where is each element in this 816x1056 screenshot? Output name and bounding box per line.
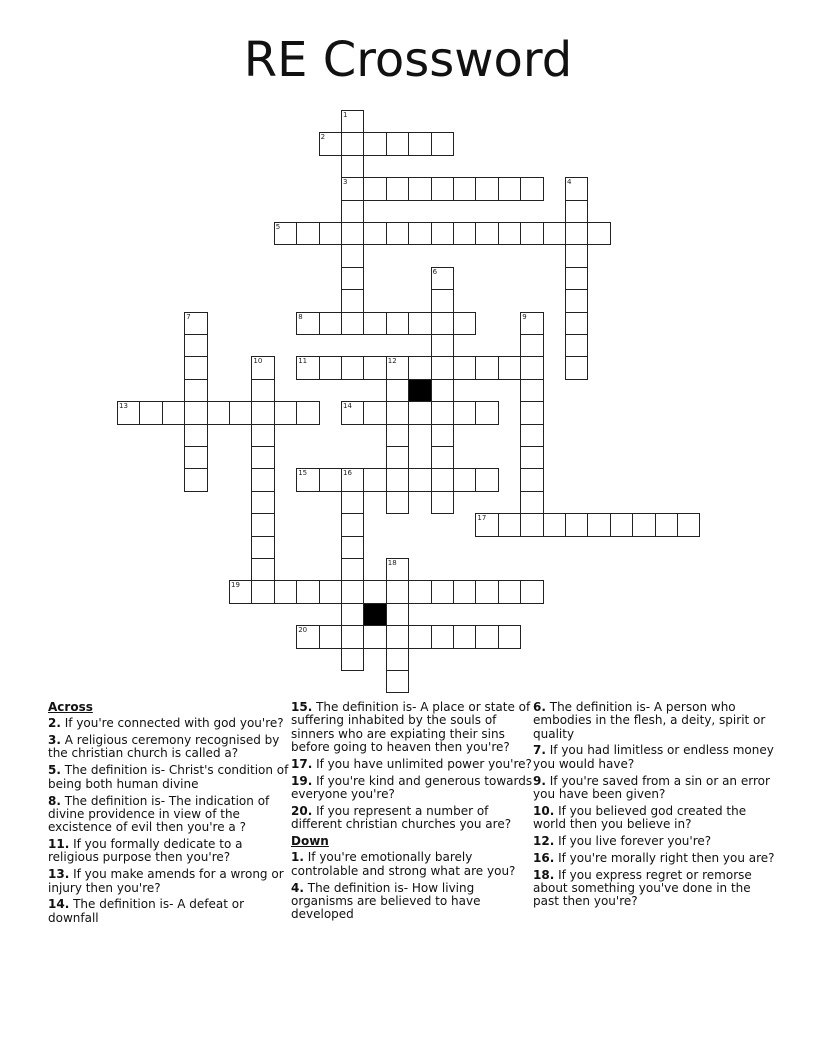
clue-number: 7. [533,743,546,758]
grid-cell[interactable] [498,580,521,603]
grid-cell[interactable] [296,625,319,648]
grid-cell[interactable] [139,401,162,424]
grid-cell[interactable] [431,401,454,424]
grid-cell[interactable] [498,177,521,200]
grid-cell[interactable] [408,132,431,155]
grid-cell[interactable] [319,468,342,491]
grid-cell[interactable] [520,312,543,335]
cell-number: 2 [320,133,326,142]
grid-cell[interactable] [341,222,364,245]
grid-cell[interactable] [251,580,274,603]
clue-down-6 [533,701,778,741]
grid-cell[interactable] [520,446,543,469]
clue-number: 15. [291,700,313,714]
grid-cell[interactable] [431,625,454,648]
grid-cell[interactable] [341,648,364,671]
grid-cell[interactable] [363,580,386,603]
clue-across-17 [291,758,536,771]
grid-cell[interactable] [408,580,431,603]
grid-cell[interactable] [363,625,386,648]
grid-cell[interactable] [341,513,364,536]
clue-down-9 [533,775,778,802]
grid-cell[interactable] [453,312,476,335]
grid-cell[interactable] [498,513,521,536]
grid-cell[interactable] [386,625,409,648]
grid-cell[interactable] [475,513,498,536]
clues-column-2 [291,701,536,925]
grid-cell[interactable] [565,334,588,357]
clue-across-8 [48,795,293,835]
grid-cell[interactable] [386,222,409,245]
grid-cell[interactable] [341,312,364,335]
grid-cell[interactable] [431,424,454,447]
grid-cell[interactable] [565,244,588,267]
grid-cell[interactable] [386,312,409,335]
cell-number: 8 [298,312,303,321]
grid-cell[interactable] [251,424,274,447]
clue-number: 12. [533,834,555,849]
clue-text: If you're kind and generous towards everyone you're? [291,773,533,801]
grid-cell[interactable] [274,222,297,245]
grid-cell[interactable] [565,177,588,200]
clue-down-7 [533,744,778,771]
grid-cell[interactable] [341,356,364,379]
grid-cell[interactable] [251,536,274,559]
grid-cell[interactable] [296,222,319,245]
clue-text: If you express regret or remorse about something you've done in the past then you're? [533,867,752,909]
grid-cell[interactable] [520,356,543,379]
grid-cell[interactable] [386,558,409,581]
grid-cell[interactable] [184,312,207,335]
grid-cell[interactable] [296,312,319,335]
grid-cell[interactable] [431,580,454,603]
cell-number: 5 [275,223,281,231]
grid-cell[interactable] [184,446,207,469]
clue-text: The definition is- A defeat or downfall [48,897,245,925]
grid-cell[interactable] [565,267,588,290]
grid-cell[interactable] [184,401,207,424]
grid-cell[interactable] [363,401,386,424]
grid-cell[interactable] [408,177,431,200]
grid-cell[interactable] [319,356,342,379]
clue-number: 16. [533,850,555,865]
clue-number: 8. [48,793,61,808]
grid-cell[interactable] [207,401,230,424]
clue-text: If you live forever you're? [558,834,712,849]
clue-number: 1. [291,850,304,865]
grid-cell[interactable] [475,356,498,379]
grid-cell[interactable] [677,513,700,536]
grid-cell[interactable] [251,468,274,491]
clue-across-15 [291,701,536,754]
cell-number: 15 [298,469,308,478]
clue-number: 6. [533,700,546,714]
grid-cell[interactable] [341,468,364,491]
page-title: RE Crossword [243,32,573,88]
grid-cell[interactable] [386,446,409,469]
grid-cell[interactable] [319,625,342,648]
grid-cell[interactable] [117,401,140,424]
grid-cell[interactable] [453,468,476,491]
clue-down-4 [291,882,536,922]
grid-cell[interactable] [184,468,207,491]
down-header: Down [291,834,329,849]
clue-number: 9. [533,773,546,788]
grid-cell[interactable] [610,513,633,536]
grid-cell[interactable] [341,536,364,559]
clue-number: 5. [48,763,61,778]
clue-text: If you're morally right then you are? [558,850,775,865]
clue-text: The definition is- How living organisms are believed to have developed [291,880,481,922]
cell-number: 17 [477,514,487,523]
grid-cell[interactable] [341,491,364,514]
grid-cell[interactable] [341,267,364,290]
grid-cell[interactable] [251,491,274,514]
grid-cell[interactable] [520,222,543,245]
cell-number: 6 [432,267,438,276]
grid-cell[interactable] [565,200,588,223]
grid-cell[interactable] [251,401,274,424]
grid-cell[interactable] [431,132,454,155]
clue-text: The definition is- A person who embodies in the flesh, a deity, spirit or quality [533,700,766,741]
clue-down-12 [533,835,778,848]
clue-text: If you're connected with god you're? [64,716,284,731]
grid-cell[interactable] [251,558,274,581]
clue-number: 10. [533,803,555,818]
grid-cell[interactable] [431,177,454,200]
grid-cell[interactable] [363,177,386,200]
cell-number: 13 [119,402,128,411]
grid-cell[interactable] [543,513,566,536]
grid-cell[interactable] [431,222,454,245]
clue-number: 11. [48,837,70,852]
grid-cell[interactable] [408,468,431,491]
grid-cell[interactable] [162,401,185,424]
clue-number: 19. [291,773,313,788]
cell-number: 11 [298,357,308,366]
grid-cell[interactable] [453,356,476,379]
grid-cell[interactable] [251,356,274,379]
grid-cell[interactable] [431,446,454,469]
clues-column-1 [48,701,293,929]
grid-cell[interactable] [655,513,678,536]
grid-cell[interactable] [453,222,476,245]
grid-cell[interactable] [229,401,252,424]
grid-cell[interactable] [431,379,454,402]
black-cell [363,603,386,626]
cell-number: 20 [298,626,308,635]
grid-cell[interactable] [319,312,342,335]
grid-cell[interactable] [341,132,364,155]
clue-text: If you make amends for a wrong or injury then you're? [48,867,284,895]
cell-number: 14 [343,402,352,411]
clue-number: 14. [48,897,70,912]
clue-text: If you're emotionally barely controlable and strong what are you? [291,850,516,878]
grid-cell[interactable] [431,491,454,514]
grid-cell[interactable] [341,580,364,603]
clue-text: If you're saved from a sin or an error you have been given? [533,773,770,801]
grid-cell[interactable] [408,356,431,379]
grid-cell[interactable] [184,379,207,402]
grid-cell[interactable] [319,222,342,245]
grid-cell[interactable] [386,468,409,491]
clue-across-14 [48,898,293,925]
grid-cell[interactable] [453,625,476,648]
grid-cell[interactable] [229,580,252,603]
grid-cell[interactable] [475,468,498,491]
grid-cell[interactable] [363,312,386,335]
grid-cell[interactable] [386,177,409,200]
black-cell [408,379,431,402]
grid-cell[interactable] [431,356,454,379]
clue-across-3 [48,734,293,761]
clue-number: 17. [291,756,313,771]
clue-number: 20. [291,803,313,818]
cell-number: 3 [343,178,348,187]
grid-cell[interactable] [341,625,364,648]
clue-number: 3. [48,733,61,748]
grid-cell[interactable] [386,132,409,155]
grid-cell[interactable] [498,222,521,245]
grid-cell[interactable] [319,580,342,603]
grid-cell[interactable] [184,356,207,379]
grid-cell[interactable] [431,468,454,491]
grid-cell[interactable] [341,558,364,581]
grid-cell[interactable] [587,513,610,536]
grid-cell[interactable] [520,580,543,603]
grid-cell[interactable] [386,491,409,514]
cell-number: 7 [186,312,191,321]
grid-cell[interactable] [475,222,498,245]
grid-cell[interactable] [408,625,431,648]
grid-cell[interactable] [475,177,498,200]
clue-text: If you formally dedicate to a religious purpose then you're? [48,837,243,865]
grid-cell[interactable] [251,446,274,469]
grid-cell[interactable] [520,424,543,447]
grid-cell[interactable] [431,267,454,290]
grid-cell[interactable] [475,625,498,648]
grid-cell[interactable] [184,424,207,447]
grid-cell[interactable] [587,222,610,245]
grid-cell[interactable] [363,222,386,245]
grid-cell[interactable] [341,110,364,133]
grid-cell[interactable] [475,580,498,603]
grid-cell[interactable] [498,625,521,648]
grid-cell[interactable] [386,603,409,626]
clue-down-18 [533,869,778,909]
grid-cell[interactable] [341,603,364,626]
grid-cell[interactable] [363,356,386,379]
grid-cell[interactable] [565,289,588,312]
grid-cell[interactable] [453,177,476,200]
grid-cell[interactable] [386,401,409,424]
cell-number: 10 [253,357,263,366]
grid-cell[interactable] [565,222,588,245]
clue-number: 2. [48,716,61,731]
grid-cell[interactable] [296,580,319,603]
grid-cell[interactable] [565,312,588,335]
grid-cell[interactable] [520,177,543,200]
grid-cell[interactable] [565,513,588,536]
cell-number: 19 [231,581,240,590]
clue-across-2 [48,717,293,730]
clue-across-11 [48,838,293,865]
grid-cell[interactable] [341,244,364,267]
grid-cell[interactable] [386,670,409,693]
grid-cell[interactable] [543,222,566,245]
grid-cell[interactable] [319,132,342,155]
clue-number: 13. [48,867,70,882]
clue-text: The definition is- A place or state of suffering inhabited by the souls of sinners who are expiating their sins before going to heaven then you're? [291,700,531,754]
grid-cell[interactable] [341,200,364,223]
cell-number: 12 [387,357,397,366]
grid-cell[interactable] [341,177,364,200]
grid-cell[interactable] [296,356,319,379]
grid-cell[interactable] [386,356,409,379]
cell-number: 18 [387,559,397,567]
grid-cell[interactable] [520,334,543,357]
across-header: Across [48,700,93,714]
cell-number: 9 [522,312,527,321]
grid-cell[interactable] [520,379,543,402]
grid-cell[interactable] [386,379,409,402]
grid-cell[interactable] [408,222,431,245]
clue-text: The definition is- Christ's condition of being both human divine [48,763,289,791]
grid-cell[interactable] [498,356,521,379]
grid-cell[interactable] [386,424,409,447]
grid-cell[interactable] [431,334,454,357]
clue-number: 4. [291,880,304,895]
clue-text: If you represent a number of different christian churches you are? [291,803,512,832]
grid-cell[interactable] [475,401,498,424]
grid-cell[interactable] [363,468,386,491]
clue-down-1 [291,851,536,878]
grid-cell[interactable] [408,401,431,424]
grid-cell[interactable] [341,155,364,178]
clue-across-5 [48,764,293,791]
grid-cell[interactable] [520,401,543,424]
grid-cell[interactable] [453,401,476,424]
clue-across-13 [48,868,293,895]
clue-text: The definition is- The indication of divine providence in view of the excistence of evil then you're a ? [48,793,270,835]
clue-text: If you had limitless or endless money you would have? [533,743,774,771]
cell-number: 4 [567,178,572,187]
clue-down-16 [533,852,778,865]
grid-cell[interactable] [251,513,274,536]
cell-number: 1 [343,111,348,119]
grid-cell[interactable] [632,513,655,536]
grid-cell[interactable] [431,289,454,312]
grid-cell[interactable] [341,401,364,424]
clue-text: If you believed god created the world then you believe in? [533,803,747,832]
grid-cell[interactable] [251,379,274,402]
clue-across-19 [291,775,536,802]
grid-cell[interactable] [296,401,319,424]
grid-cell[interactable] [453,580,476,603]
grid-cell[interactable] [363,132,386,155]
grid-cell[interactable] [520,513,543,536]
grid-cell[interactable] [520,491,543,514]
clue-text: If you have unlimited power you're? [316,756,532,771]
grid-cell[interactable] [520,468,543,491]
clue-across-20 [291,805,536,832]
grid-cell[interactable] [408,312,431,335]
clue-text: A religious ceremony recognised by the christian church is called a? [48,733,280,761]
grid-cell[interactable] [184,334,207,357]
grid-cell[interactable] [274,401,297,424]
cell-number: 16 [343,469,352,478]
grid-cell[interactable] [296,468,319,491]
grid-cell[interactable] [386,648,409,671]
clue-number: 18. [533,867,555,882]
grid-cell[interactable] [386,580,409,603]
grid-cell[interactable] [341,289,364,312]
grid-cell[interactable] [565,356,588,379]
grid-cell[interactable] [431,312,454,335]
clues-column-3 [533,701,778,912]
clue-down-10 [533,805,778,832]
grid-cell[interactable] [274,580,297,603]
